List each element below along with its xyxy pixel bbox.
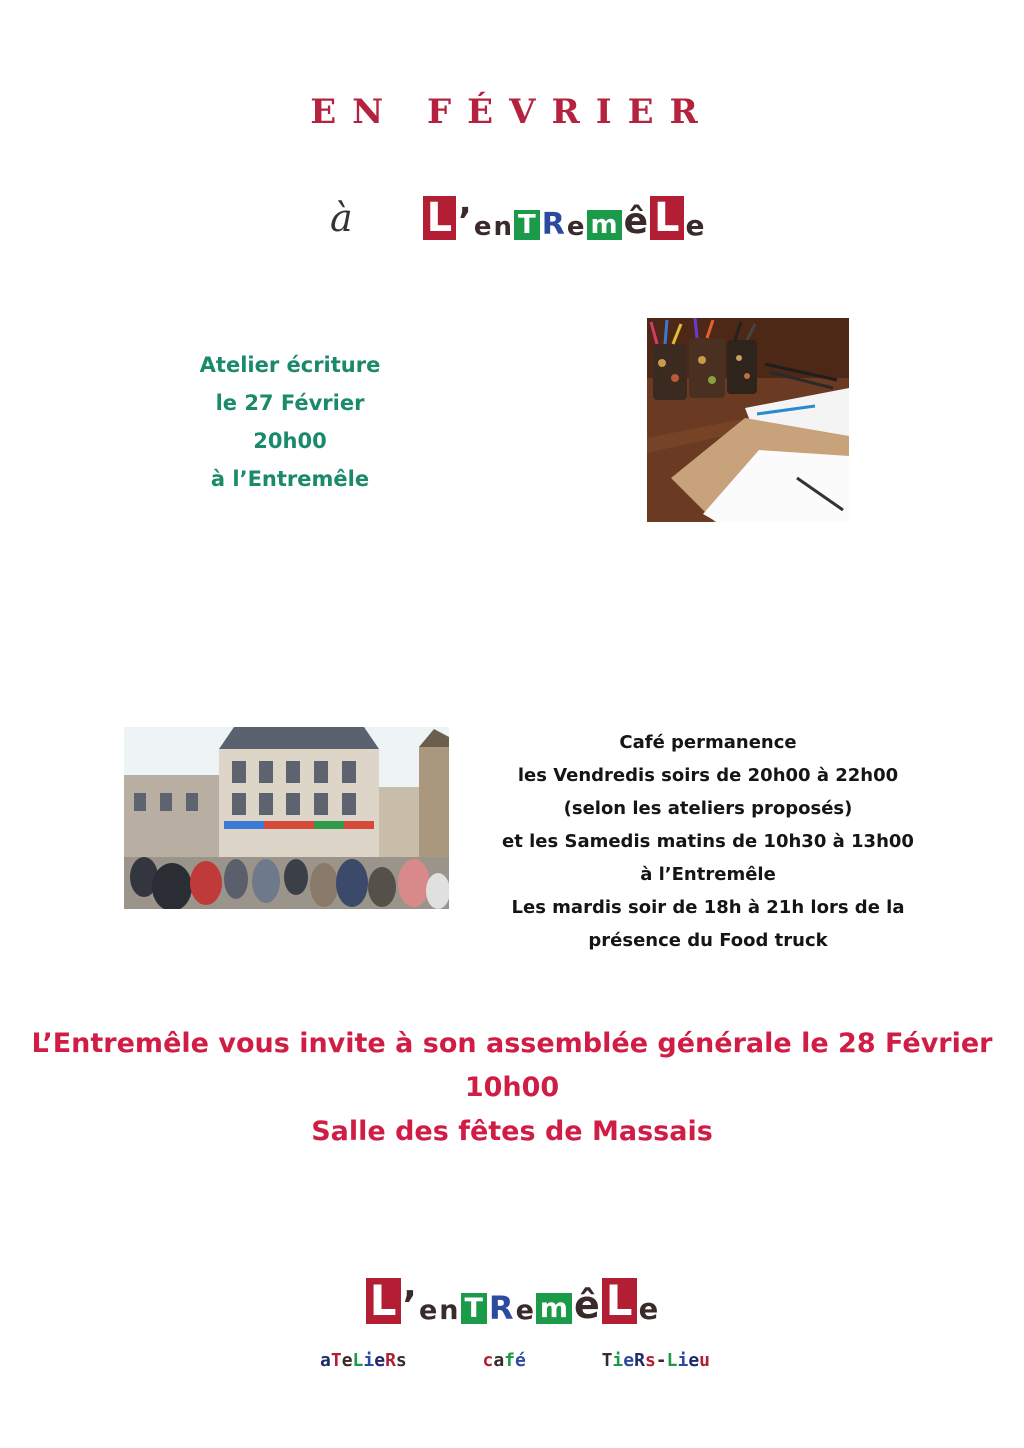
tagline-letter: a	[320, 1350, 331, 1371]
footer-tagline	[320, 1350, 710, 1371]
tagline-letter: R	[385, 1350, 396, 1371]
tagline-letter: u	[699, 1350, 710, 1371]
atelier-line: le 27 Février	[215, 391, 365, 415]
cafe-line: (selon les ateliers proposés)	[563, 798, 853, 819]
cafe-permanence-block	[500, 726, 916, 957]
tagline-letter: -	[655, 1350, 667, 1371]
tagline-letter: e	[623, 1350, 635, 1371]
page-heading: EN FÉVRIER	[310, 92, 714, 132]
tagline-ateliers	[320, 1350, 407, 1371]
tagline-letter: s	[644, 1350, 656, 1371]
logo-letter: e	[473, 212, 492, 242]
cafe-line: Café permanence	[619, 732, 797, 753]
logo-letter: n	[439, 1295, 459, 1326]
logo-letter: e	[566, 212, 585, 242]
logo-letter: L	[423, 196, 457, 240]
logo-letter: ê	[623, 201, 649, 242]
tagline-letter: s	[395, 1350, 407, 1371]
writing-supplies-photo	[647, 318, 849, 522]
cafe-line: présence du Food truck	[588, 930, 828, 951]
header-logo-line	[330, 188, 705, 248]
logo-letter: e	[515, 1295, 534, 1326]
cafe-line: les Vendredis soirs de 20h00 à 22h00	[517, 765, 899, 786]
entremele-logo	[423, 196, 705, 240]
cafe-line: à l’Entremêle	[640, 864, 776, 885]
logo-letter: e	[638, 1292, 659, 1326]
tagline-letter: L	[352, 1350, 364, 1371]
invite-line: Salle des fêtes de Massais	[311, 1116, 713, 1147]
logo-letter: ê	[574, 1283, 600, 1327]
atelier-ecriture-block	[170, 346, 410, 498]
logo-letter: m	[536, 1293, 572, 1324]
tagline-letter: T	[601, 1350, 613, 1371]
tagline-letter: T	[330, 1350, 342, 1371]
atelier-line: 20h00	[253, 429, 327, 453]
assemblee-invitation	[0, 1022, 1024, 1154]
tagline-letter: e	[374, 1350, 386, 1371]
logo-letter: L	[366, 1278, 401, 1324]
logo-letter: n	[493, 212, 512, 242]
tagline-letter: e	[341, 1350, 353, 1371]
logo-letter: m	[587, 210, 622, 240]
logo-letter: L	[650, 196, 684, 240]
tagline-letter: R	[634, 1350, 645, 1371]
footer-logo-wrap	[0, 1276, 1024, 1327]
tagline-letter: a	[493, 1350, 505, 1371]
logo-letter: R	[488, 1289, 514, 1327]
logo-letter: T	[461, 1293, 487, 1324]
logo-letter: L	[602, 1278, 637, 1324]
logo-letter: ’	[402, 1283, 417, 1327]
tagline-letter: i	[363, 1350, 375, 1371]
logo-letter: e	[685, 209, 705, 242]
atelier-line: Atelier écriture	[199, 353, 381, 377]
tagline-letter: c	[482, 1350, 494, 1371]
tagline-letter: f	[504, 1350, 515, 1371]
tagline-letter: L	[666, 1350, 678, 1371]
tagline-letter: é	[515, 1350, 526, 1371]
tagline-letter: i	[677, 1350, 689, 1371]
entremele-square-photo	[124, 727, 449, 909]
logo-letter: e	[418, 1295, 438, 1326]
logo-letter: T	[514, 210, 540, 240]
tagline-letter: e	[688, 1350, 700, 1371]
tagline-letter: i	[612, 1350, 624, 1371]
atelier-line: à l’Entremêle	[210, 467, 370, 491]
invite-line: L’Entremêle vous invite à son assemblée générale le 28 Février	[31, 1028, 993, 1059]
logo-letter: ’	[458, 201, 472, 242]
cafe-line: Les mardis soir de 18h à 21h lors de la	[511, 897, 905, 918]
tagline-cafe	[482, 1350, 525, 1371]
cafe-line: et les Samedis matins de 10h30 à 13h00	[502, 831, 914, 852]
invite-line: 10h00	[464, 1072, 560, 1103]
header-prefix: à	[330, 196, 353, 240]
tagline-tiers-lieu	[602, 1350, 710, 1371]
entremele-footer-logo	[366, 1276, 659, 1327]
logo-letter: R	[541, 207, 565, 242]
